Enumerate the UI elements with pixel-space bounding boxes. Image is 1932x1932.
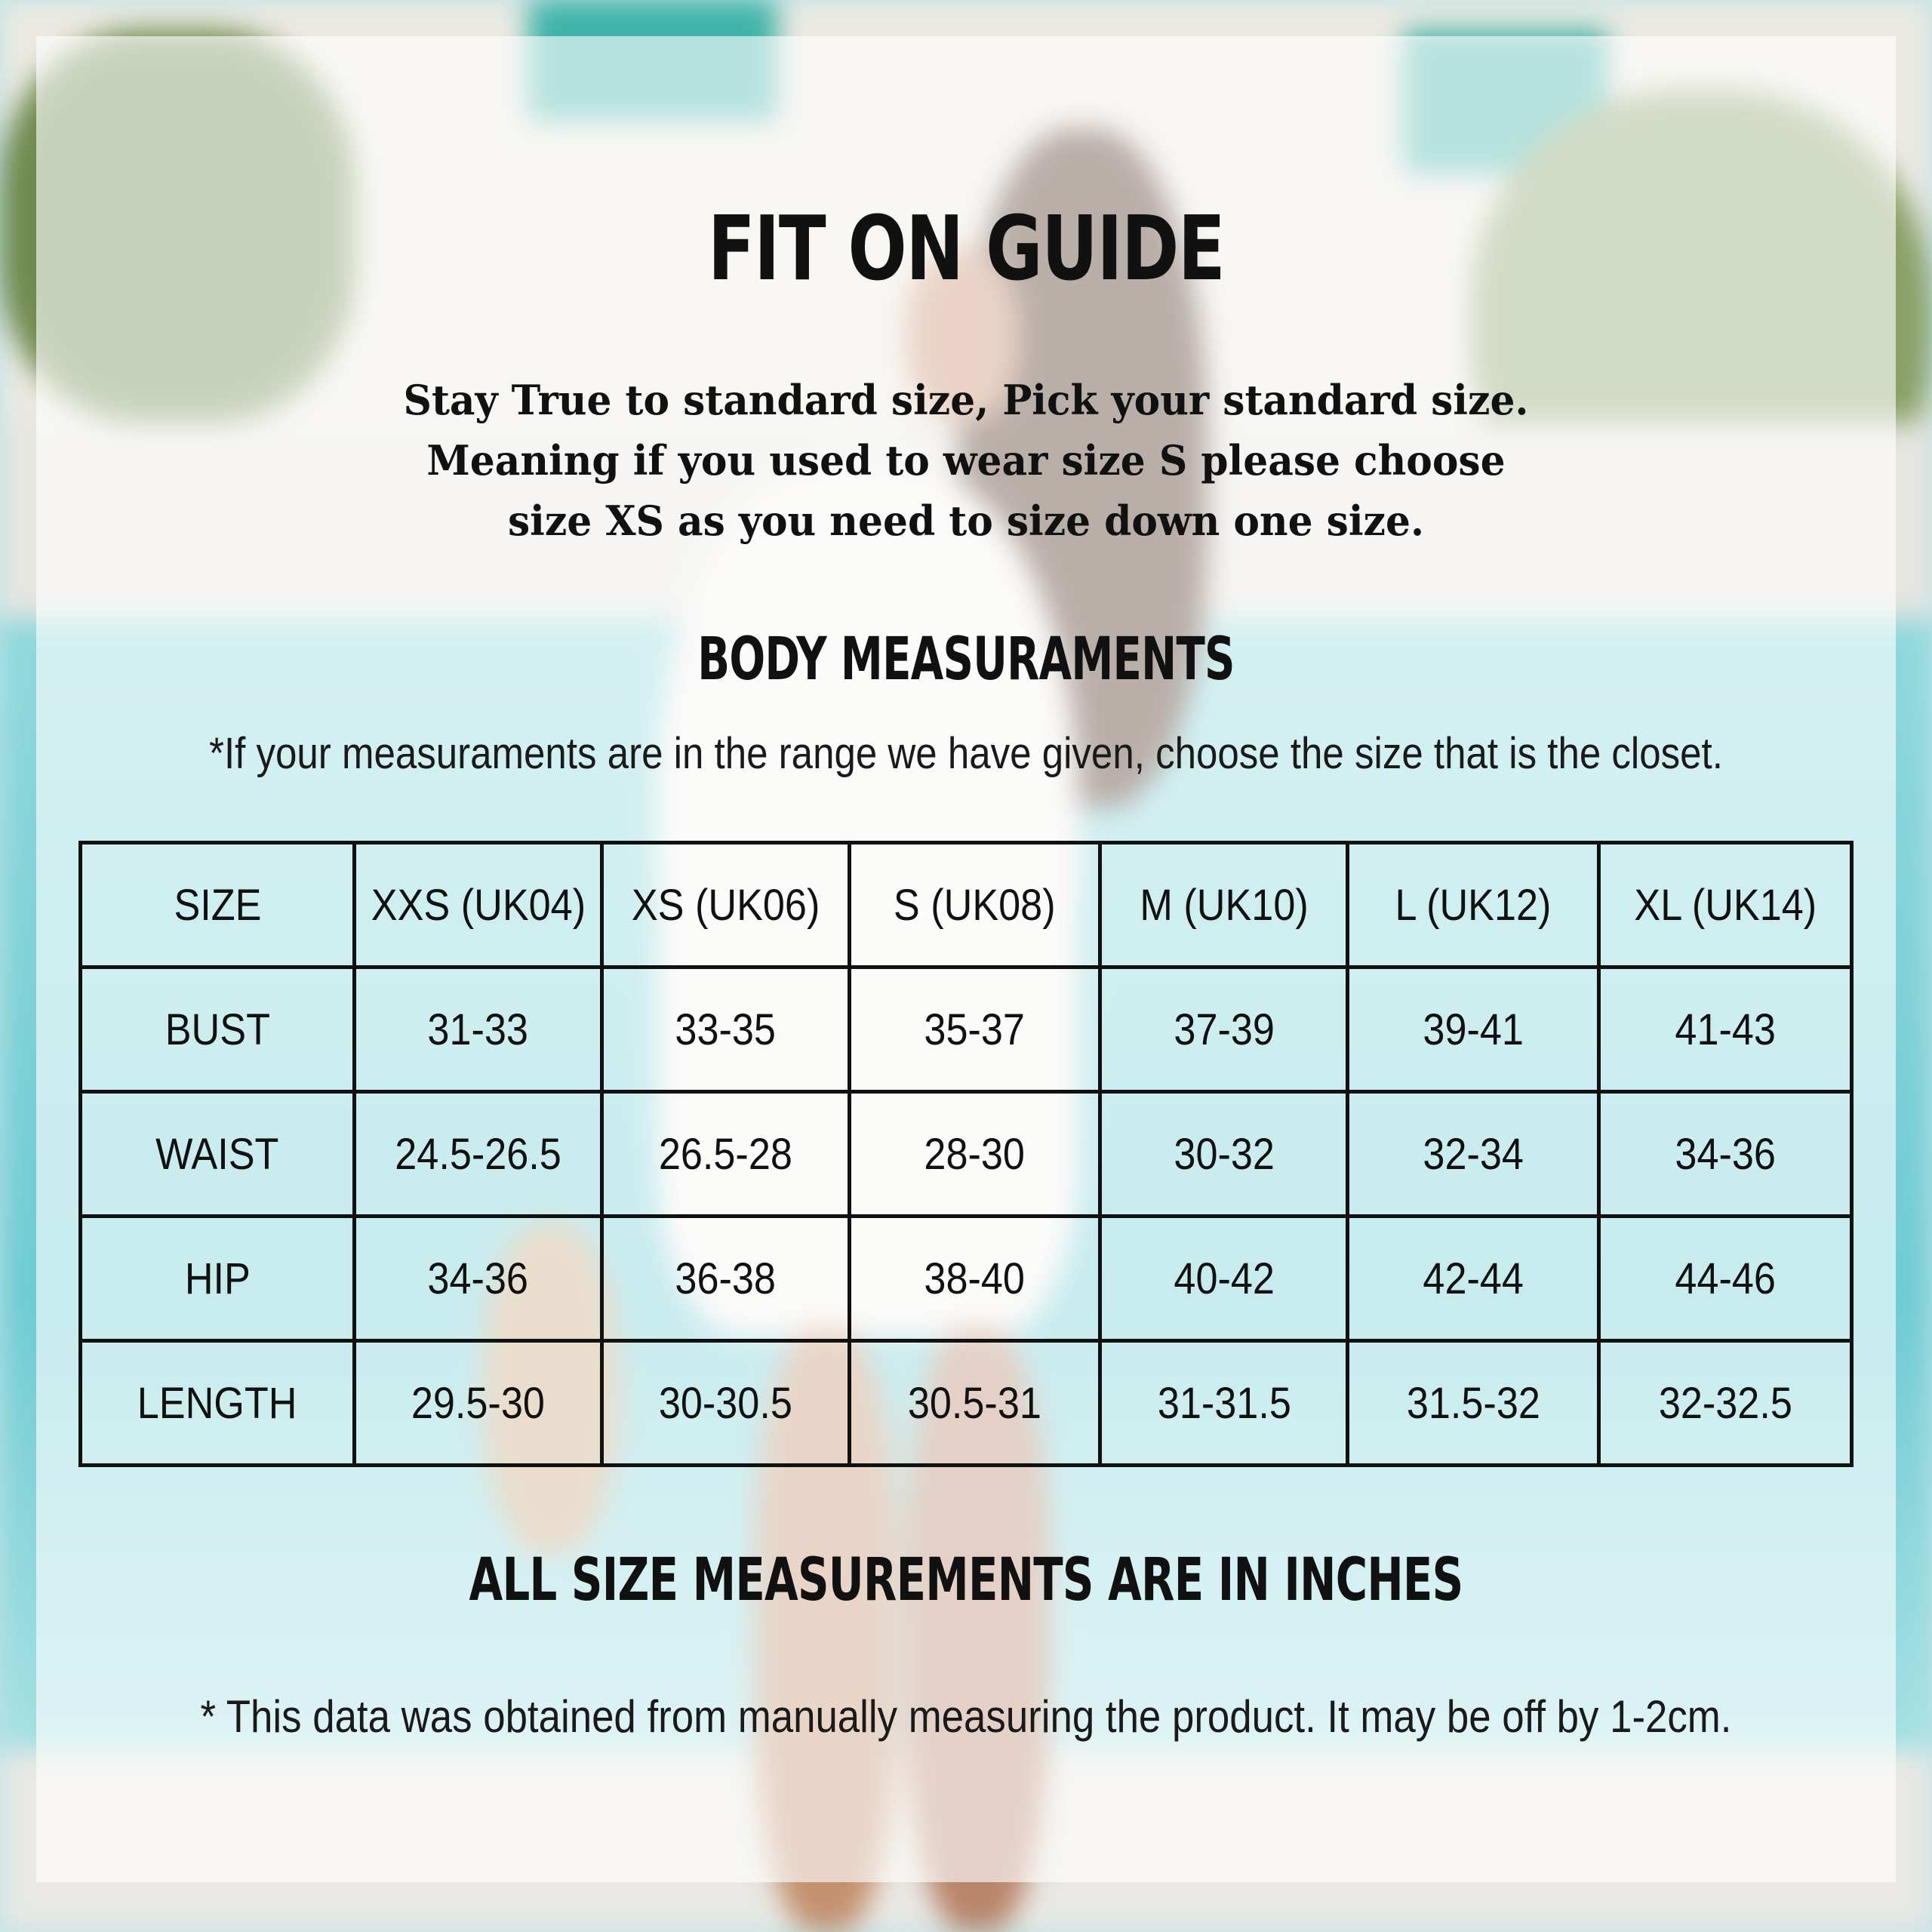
table-cell: 40-42 — [1100, 1217, 1348, 1341]
units-note: ALL SIZE MEASUREMENTS ARE IN INCHES — [469, 1546, 1463, 1614]
table-cell: 35-37 — [849, 968, 1100, 1092]
table-row — [81, 1217, 1852, 1341]
header-cell: L (UK12) — [1348, 843, 1599, 968]
table-cell: 32-34 — [1348, 1092, 1599, 1217]
row-label: BUST — [81, 968, 355, 1092]
table-row — [81, 1341, 1852, 1466]
footnote: * This data was obtained from manually measuring the product. It may be off by 1-2cm. — [200, 1691, 1732, 1742]
table-cell: 39-41 — [1348, 968, 1599, 1092]
table-row — [81, 968, 1852, 1092]
intro-text — [38, 370, 1894, 551]
range-note: *If your measuraments are in the range we have given, choose the size that is the closet. — [209, 729, 1723, 778]
table-cell: 42-44 — [1348, 1217, 1599, 1341]
table-header-row — [81, 843, 1852, 968]
table-cell: 30-30.5 — [601, 1341, 849, 1466]
guide-title: FIT ON GUIDE — [707, 196, 1225, 300]
table-cell: 28-30 — [849, 1092, 1100, 1217]
header-cell: M (UK10) — [1100, 843, 1348, 968]
table-cell: 44-46 — [1599, 1217, 1852, 1341]
table-cell: 24.5-26.5 — [355, 1092, 602, 1217]
row-label: LENGTH — [81, 1341, 355, 1466]
table-cell: 26.5-28 — [601, 1092, 849, 1217]
header-cell: XS (UK06) — [601, 843, 849, 968]
table-cell: 29.5-30 — [355, 1341, 602, 1466]
table-cell: 34-36 — [1599, 1092, 1852, 1217]
section-title: BODY MEASURAMENTS — [697, 626, 1235, 694]
row-label: WAIST — [81, 1092, 355, 1217]
table-cell: 30-32 — [1100, 1092, 1348, 1217]
intro-line: Meaning if you used to wear size S please choose — [426, 436, 1506, 485]
table-cell: 30.5-31 — [849, 1341, 1100, 1466]
table-cell: 31.5-32 — [1348, 1341, 1599, 1466]
table-cell: 31-33 — [355, 968, 602, 1092]
header-cell: S (UK08) — [849, 843, 1100, 968]
header-cell: XXS (UK04) — [355, 843, 602, 968]
row-label: HIP — [81, 1217, 355, 1341]
table-cell: 37-39 — [1100, 968, 1348, 1092]
table-cell: 33-35 — [601, 968, 849, 1092]
table-cell: 38-40 — [849, 1217, 1100, 1341]
table-cell: 31-31.5 — [1100, 1341, 1348, 1466]
header-cell: SIZE — [81, 843, 355, 968]
table-row — [81, 1092, 1852, 1217]
table-cell: 32-32.5 — [1599, 1341, 1852, 1466]
table-cell: 41-43 — [1599, 968, 1852, 1092]
intro-line: size XS as you need to size down one size. — [507, 497, 1425, 545]
size-table — [78, 841, 1854, 1467]
header-cell: XL (UK14) — [1599, 843, 1852, 968]
table-cell: 34-36 — [355, 1217, 602, 1341]
intro-line: Stay True to standard size, Pick your standard size. — [403, 376, 1529, 424]
table-cell: 36-38 — [601, 1217, 849, 1341]
